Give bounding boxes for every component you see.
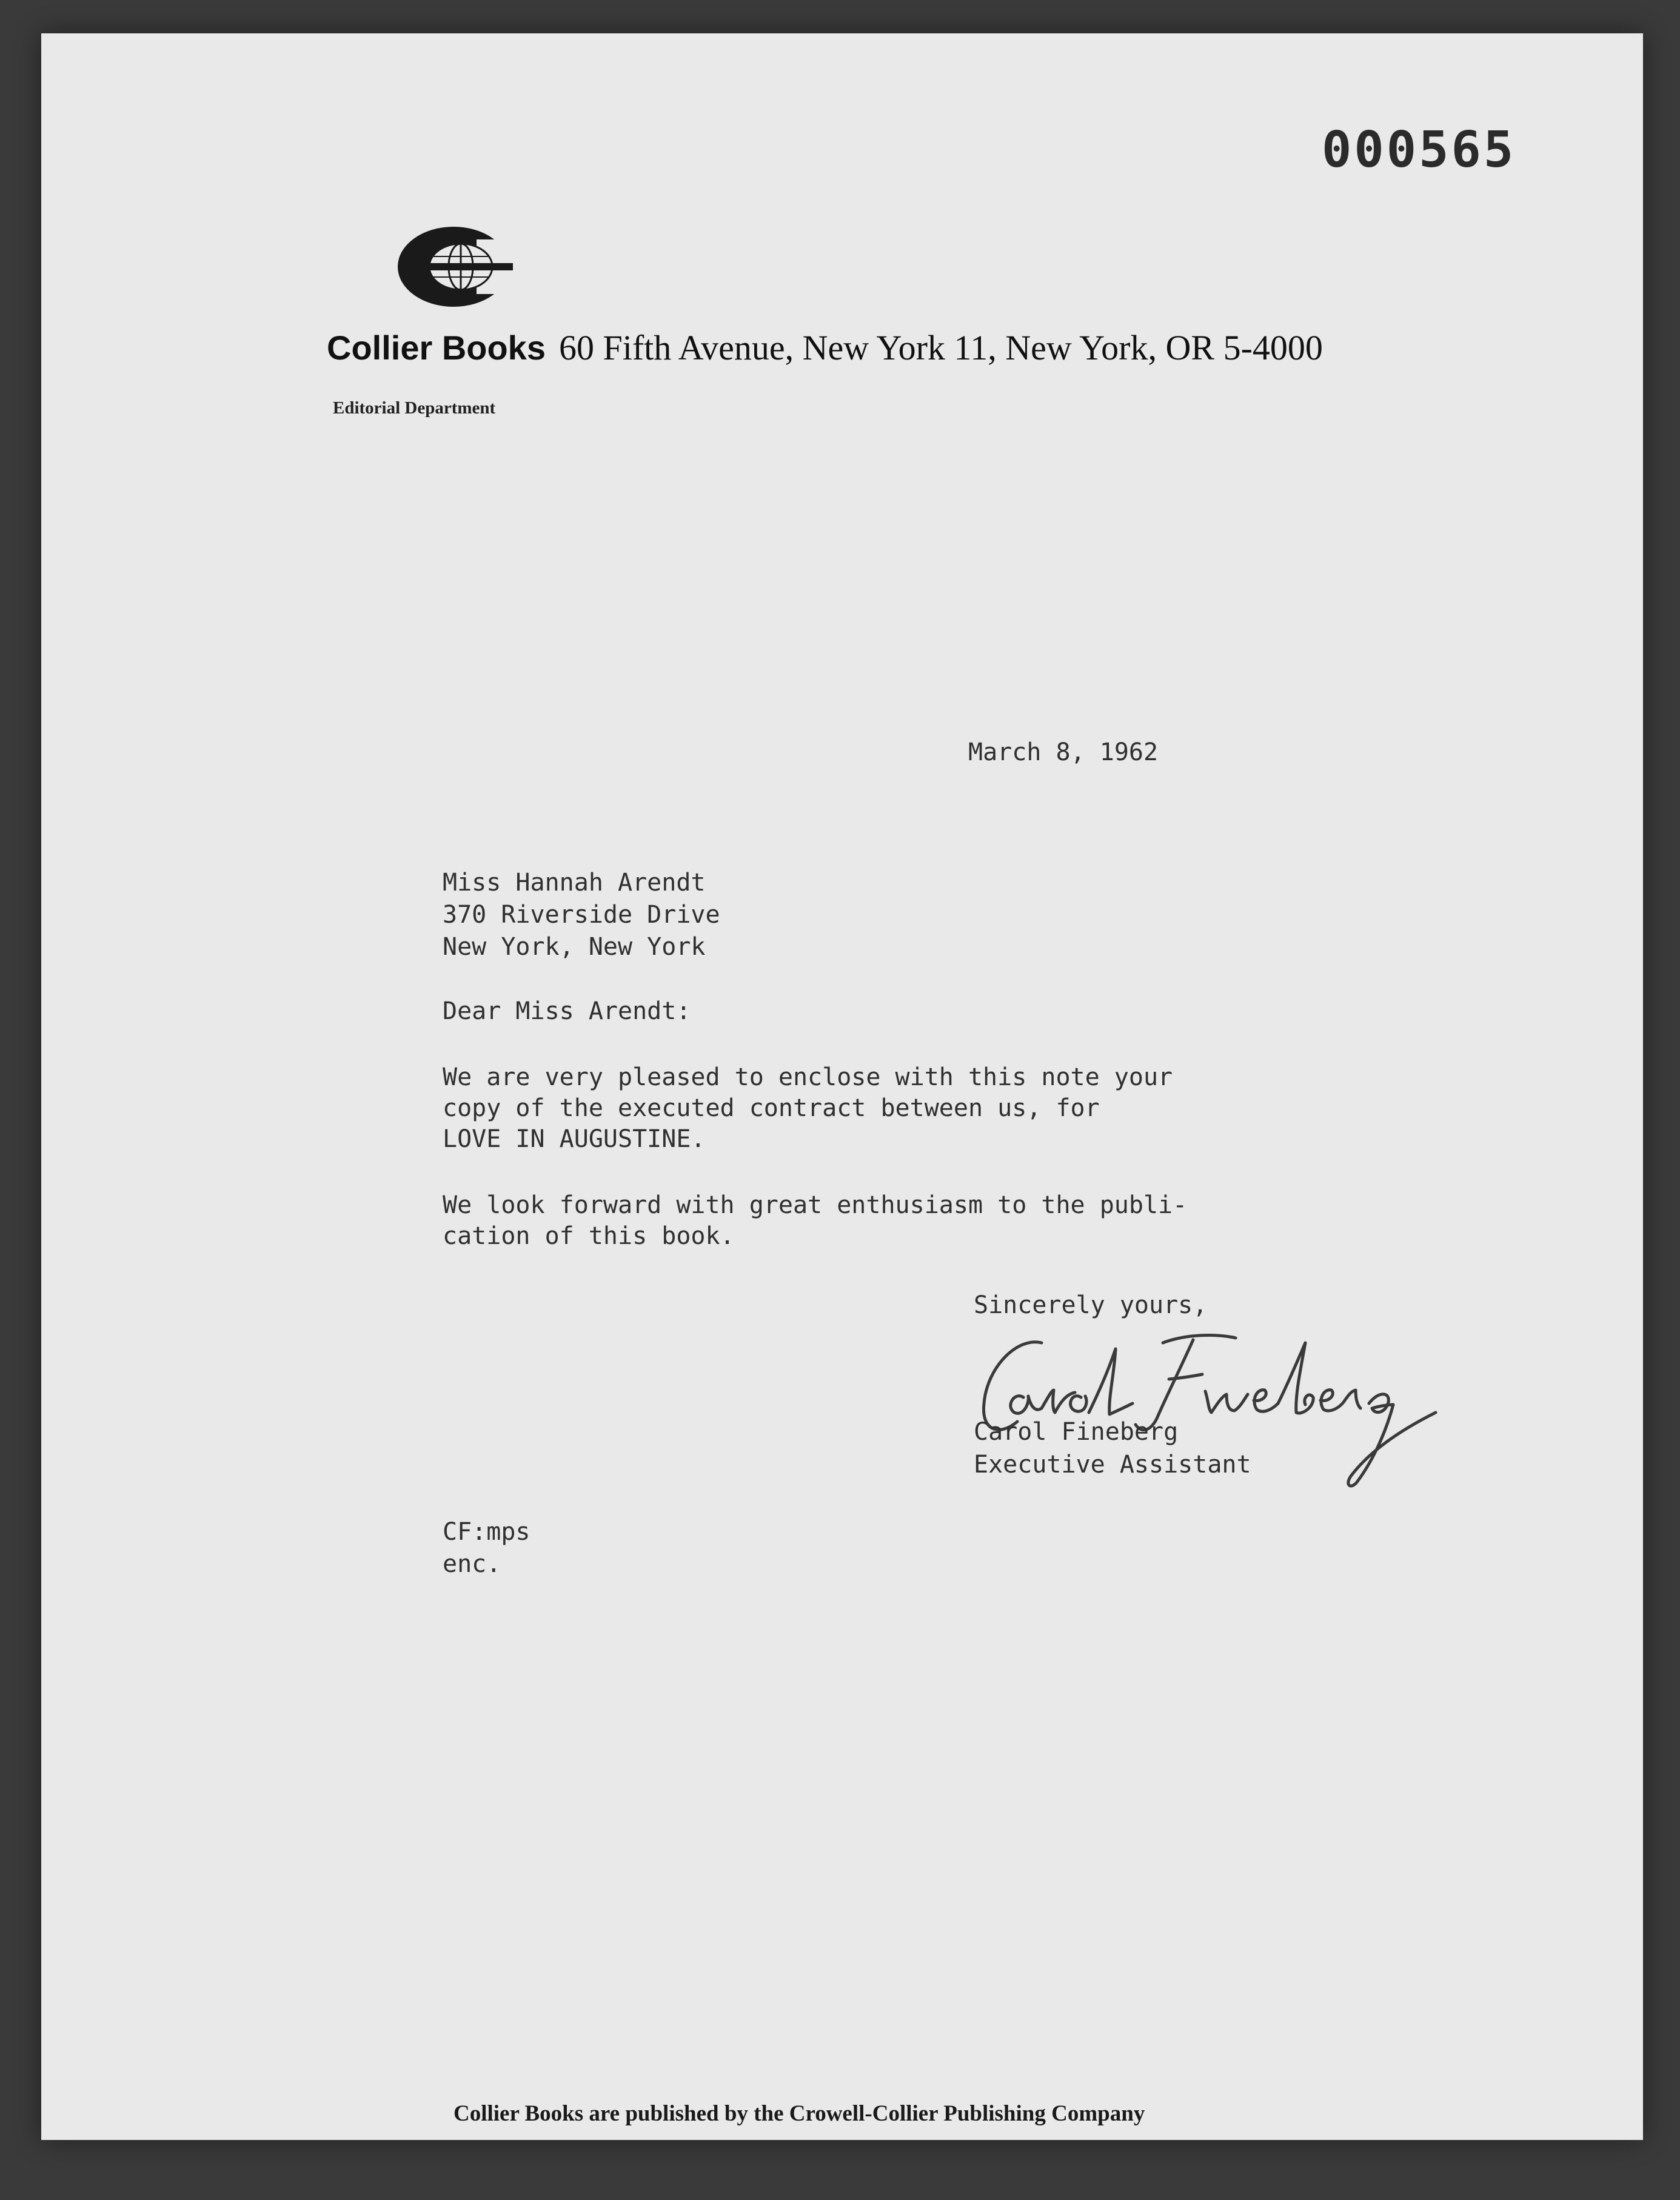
signer-title: Executive Assistant [974,1451,1251,1479]
letterhead-footer: Collier Books are published by the Crowell-Collier Publishing Company [453,2101,1145,2126]
publisher-address: 60 Fifth Avenue, New York 11, New York, OR 5-4000 [558,328,1323,367]
body-paragraph-1 [443,1062,1173,1155]
paragraph-line: cation of this book. [443,1222,735,1250]
reference-block [443,1516,530,1580]
recipient-address [443,867,720,963]
closing: Sincerely yours, [974,1291,1208,1319]
letterhead [327,327,1323,368]
letter-page [41,33,1643,2140]
recipient-city: New York, New York [443,933,706,961]
reference-initials: CF:mps [443,1518,530,1546]
paragraph-line: LOVE IN AUGUSTINE. [443,1125,706,1153]
signer-name: Carol Fineberg [974,1418,1179,1446]
paragraph-line: We look forward with great enthusiasm to the publi- [443,1191,1188,1219]
recipient-name: Miss Hannah Arendt [443,869,706,897]
document-number: 000565 [1322,121,1516,179]
enclosure-note: enc. [443,1550,501,1578]
signer-block [974,1416,1251,1481]
paragraph-line: We are very pleased to enclose with this note your [443,1063,1173,1091]
department-label: Editorial Department [333,398,496,418]
brand-name: Collier Books [327,329,546,367]
salutation: Dear Miss Arendt: [443,997,691,1025]
letter-date: March 8, 1962 [968,738,1159,766]
body-paragraph-2 [443,1190,1187,1252]
recipient-street: 370 Riverside Drive [443,901,720,929]
paragraph-line: copy of the executed contract between us, for [443,1094,1100,1122]
collier-logo [375,215,532,318]
